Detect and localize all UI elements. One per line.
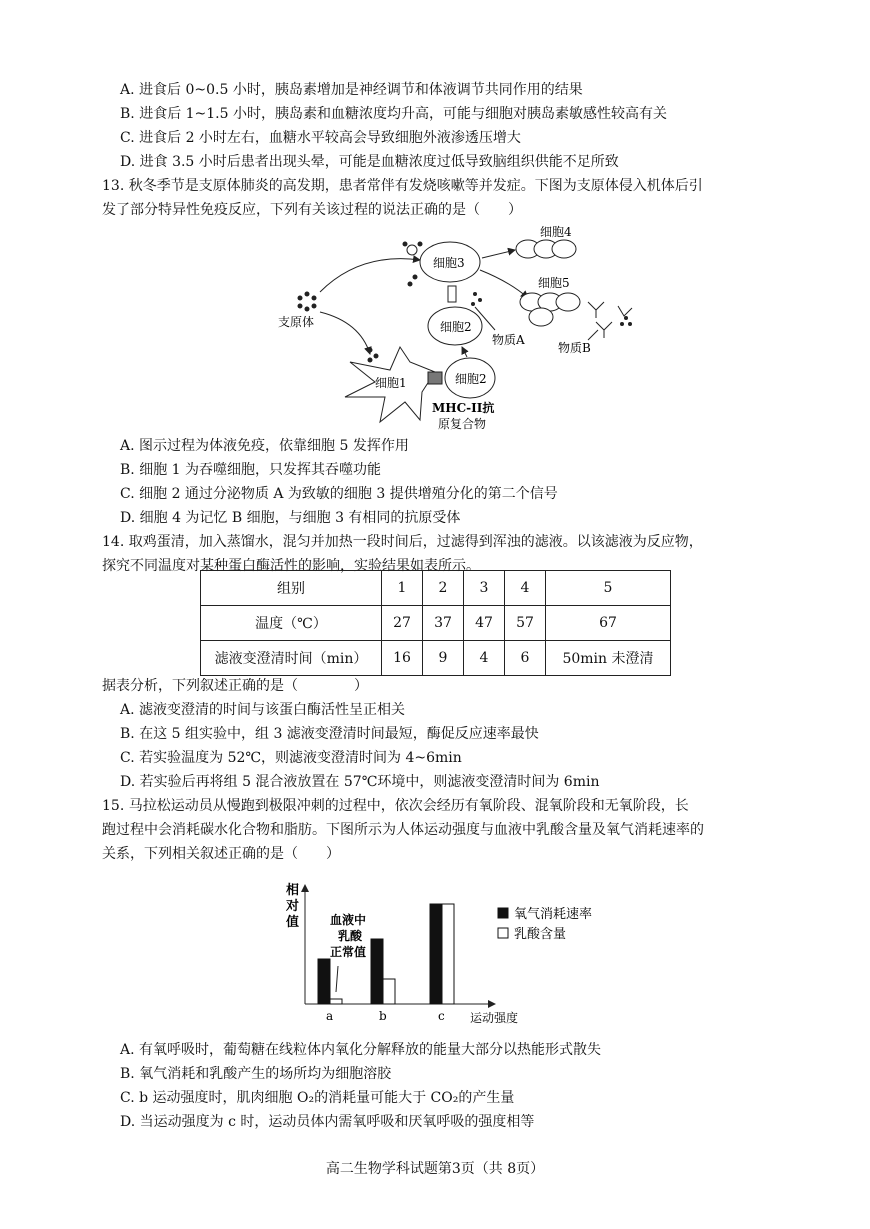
- y-axis-label-char: 值: [286, 915, 300, 930]
- bar-oxygen-c: [430, 904, 442, 1004]
- table-cell: 67: [546, 606, 671, 641]
- x-tick-label-a: a: [326, 1009, 334, 1023]
- x-axis-label: 运动强度: [470, 1011, 519, 1025]
- bar-lactate-c: [442, 904, 454, 1004]
- bar-lactate-b: [383, 979, 395, 1004]
- table-cell: 16: [382, 641, 423, 676]
- table-cell: 50min 未澄清: [546, 641, 671, 676]
- table-cell: 1: [382, 571, 423, 606]
- q12-option-c: C. 进食后 2 小时左右，血糖水平较高会导致细胞外液渗透压增大: [120, 130, 521, 146]
- q15-option-c: C. b 运动强度时，肌肉细胞 O₂的消耗量可能大于 CO₂的产生量: [120, 1090, 515, 1106]
- q14-option-c: C. 若实验温度为 52℃，则滤液变澄清时间为 4~6min: [120, 750, 462, 766]
- bar-oxygen-b: [371, 939, 383, 1004]
- q14-stem-line1: 14. 取鸡蛋清，加入蒸馏水，混匀并加热一段时间后，过滤得到浑浊的滤液。以该滤液为反应物，: [102, 534, 703, 550]
- leader-substance-b: [588, 330, 598, 340]
- table-cell: 57: [505, 606, 546, 641]
- arrow-cell2-up: [462, 347, 467, 357]
- cell4-cluster: [516, 240, 576, 258]
- q13-option-b: B. 细胞 1 为吞噬细胞，只发挥其吞噬功能: [120, 462, 381, 478]
- cell2-lower: [445, 358, 495, 398]
- legend-label-lactate: 乳酸含量: [514, 927, 567, 942]
- normal-lactate-annotation: [330, 912, 366, 959]
- substance-a-icon: [471, 292, 482, 306]
- cell5-cluster: [520, 293, 580, 326]
- table-cell: 37: [423, 606, 464, 641]
- label-cell3: 细胞3: [433, 256, 465, 270]
- label-mhc-line2: 原复合物: [438, 417, 487, 431]
- q14-stem-line2: 探究不同温度对某种蛋白酶活性的影响，实验结果如表所示。: [102, 558, 480, 574]
- q15-stem-line3: 关系，下列相关叙述正确的是（ ）: [102, 846, 340, 862]
- table-row: [201, 606, 671, 641]
- label-pathogen: 支原体: [278, 315, 315, 329]
- q12-option-a: A. 进食后 0~0.5 小时，胰岛素增加是神经调节和体液调节共同作用的结果: [120, 82, 583, 98]
- table-cell: 5: [546, 571, 671, 606]
- table-cell: 47: [464, 606, 505, 641]
- label-cell1: 细胞1: [375, 376, 407, 390]
- table-row: [201, 571, 671, 606]
- q15-stem-line2: 跑过程中会消耗碳水化合物和脂肪。下图所示为人体运动强度与血液中乳酸含量及氧气消耗速率的: [102, 822, 704, 838]
- q14-option-d: D. 若实验后再将组 5 混合液放置在 57℃环境中，则滤液变澄清时间为 6min: [120, 774, 600, 790]
- label-cell5: 细胞5: [538, 276, 570, 290]
- mhc-complex: [428, 372, 442, 384]
- table-cell: 9: [423, 641, 464, 676]
- y-axis-label: [285, 882, 299, 930]
- annotation-line: 血液中: [330, 913, 367, 927]
- arrow-cell3-to-cell4: [482, 250, 515, 258]
- exercise-intensity-chart: [280, 880, 620, 1030]
- q14-option-b: B. 在这 5 组实验中，组 3 滤液变澄清时间最短，酶促反应速率最快: [120, 726, 539, 742]
- q13-option-c: C. 细胞 2 通过分泌物质 A 为致敏的细胞 3 提供增殖分化的第二个信号: [120, 486, 558, 502]
- table-cell: 滤液变澄清时间（min）: [201, 641, 382, 676]
- arrow-cell3-to-cell5: [480, 270, 528, 298]
- table-cell: 温度（℃）: [201, 606, 382, 641]
- q12-option-d: D. 进食 3.5 小时后患者出现头晕，可能是血糖浓度过低导致脑组织供能不足所致: [120, 154, 619, 170]
- q15-option-d: D. 当运动强度为 c 时，运动员体内需氧呼吸和厌氧呼吸的强度相等: [120, 1114, 535, 1130]
- cell3: [403, 242, 481, 287]
- antibody-pathogen-icon: [620, 316, 632, 326]
- table-cell: 6: [505, 641, 546, 676]
- pathogen-icon: [298, 292, 317, 312]
- annotation-line: 乳酸: [338, 929, 363, 943]
- label-mhc-line1: MHC-II抗: [432, 401, 495, 415]
- label-substance-b: 物质B: [558, 341, 591, 355]
- q12-option-b: B. 进食后 1~1.5 小时，胰岛素和血糖浓度均升高，可能与细胞对胰岛素敏感性较高有关: [120, 106, 667, 122]
- annotation-leader: [336, 966, 338, 992]
- cell1: [345, 347, 435, 422]
- q13-option-d: D. 细胞 4 为记忆 B 细胞，与细胞 3 有相同的抗原受体: [120, 510, 461, 526]
- arrow-pathogen-to-cell1: [320, 312, 370, 354]
- table-cell: 组别: [201, 571, 382, 606]
- annotation-line: 正常值: [330, 945, 367, 959]
- legend-label-oxygen: 氧气消耗速率: [514, 907, 593, 922]
- enzyme-temperature-table: [200, 570, 671, 676]
- q15-stem-line1: 15. 马拉松运动员从慢跑到极限冲刺的过程中，依次会经历有氧阶段、混氧阶段和无氧阶段，长: [102, 798, 689, 814]
- table-cell: 4: [464, 641, 505, 676]
- label-cell2-upper: 细胞2: [440, 320, 472, 334]
- x-tick-label-c: c: [438, 1009, 445, 1023]
- table-cell: 3: [464, 571, 505, 606]
- bar-lactate-a: [330, 999, 342, 1004]
- q13-stem-line1: 13. 秋冬季节是支原体肺炎的高发期，患者常伴有发烧咳嗽等并发症。下图为支原体侵入机体后引: [102, 178, 703, 194]
- q13-option-a: A. 图示过程为体液免疫，依靠细胞 5 发挥作用: [120, 438, 409, 454]
- arrow-pathogen-to-cell3: [320, 259, 420, 292]
- table-cell: 27: [382, 606, 423, 641]
- table-cell: 4: [505, 571, 546, 606]
- label-cell4: 细胞4: [540, 225, 572, 239]
- q14-prompt: 据表分析，下列叙述正确的是（ ）: [102, 678, 368, 694]
- page-footer: 高二生物学科试题第3页（共 8页）: [325, 1161, 545, 1177]
- q15-option-b: B. 氧气消耗和乳酸产生的场所均为细胞溶胶: [120, 1066, 392, 1082]
- q14-option-a: A. 滤液变澄清的时间与该蛋白酶活性呈正相关: [120, 702, 406, 718]
- legend-swatch-oxygen: [498, 908, 508, 918]
- y-axis-label-char: 对: [286, 899, 300, 914]
- x-tick-label-b: b: [379, 1009, 387, 1023]
- label-cell2-lower: 细胞2: [455, 372, 487, 386]
- label-substance-a: 物质A: [492, 333, 525, 347]
- table-row: [201, 641, 671, 676]
- q15-option-a: A. 有氧呼吸时，葡萄糖在线粒体内氧化分解释放的能量大部分以热能形式散失: [120, 1042, 602, 1058]
- bar-oxygen-a: [318, 959, 330, 1004]
- immune-response-diagram: [270, 222, 670, 437]
- legend-swatch-lactate: [498, 928, 508, 938]
- antibody-icon: [588, 302, 632, 338]
- q13-stem-line2: 发了部分特异性免疫反应，下列有关该过程的说法正确的是（ ）: [102, 202, 522, 218]
- table-cell: 2: [423, 571, 464, 606]
- y-axis-label-char: 相: [286, 883, 300, 898]
